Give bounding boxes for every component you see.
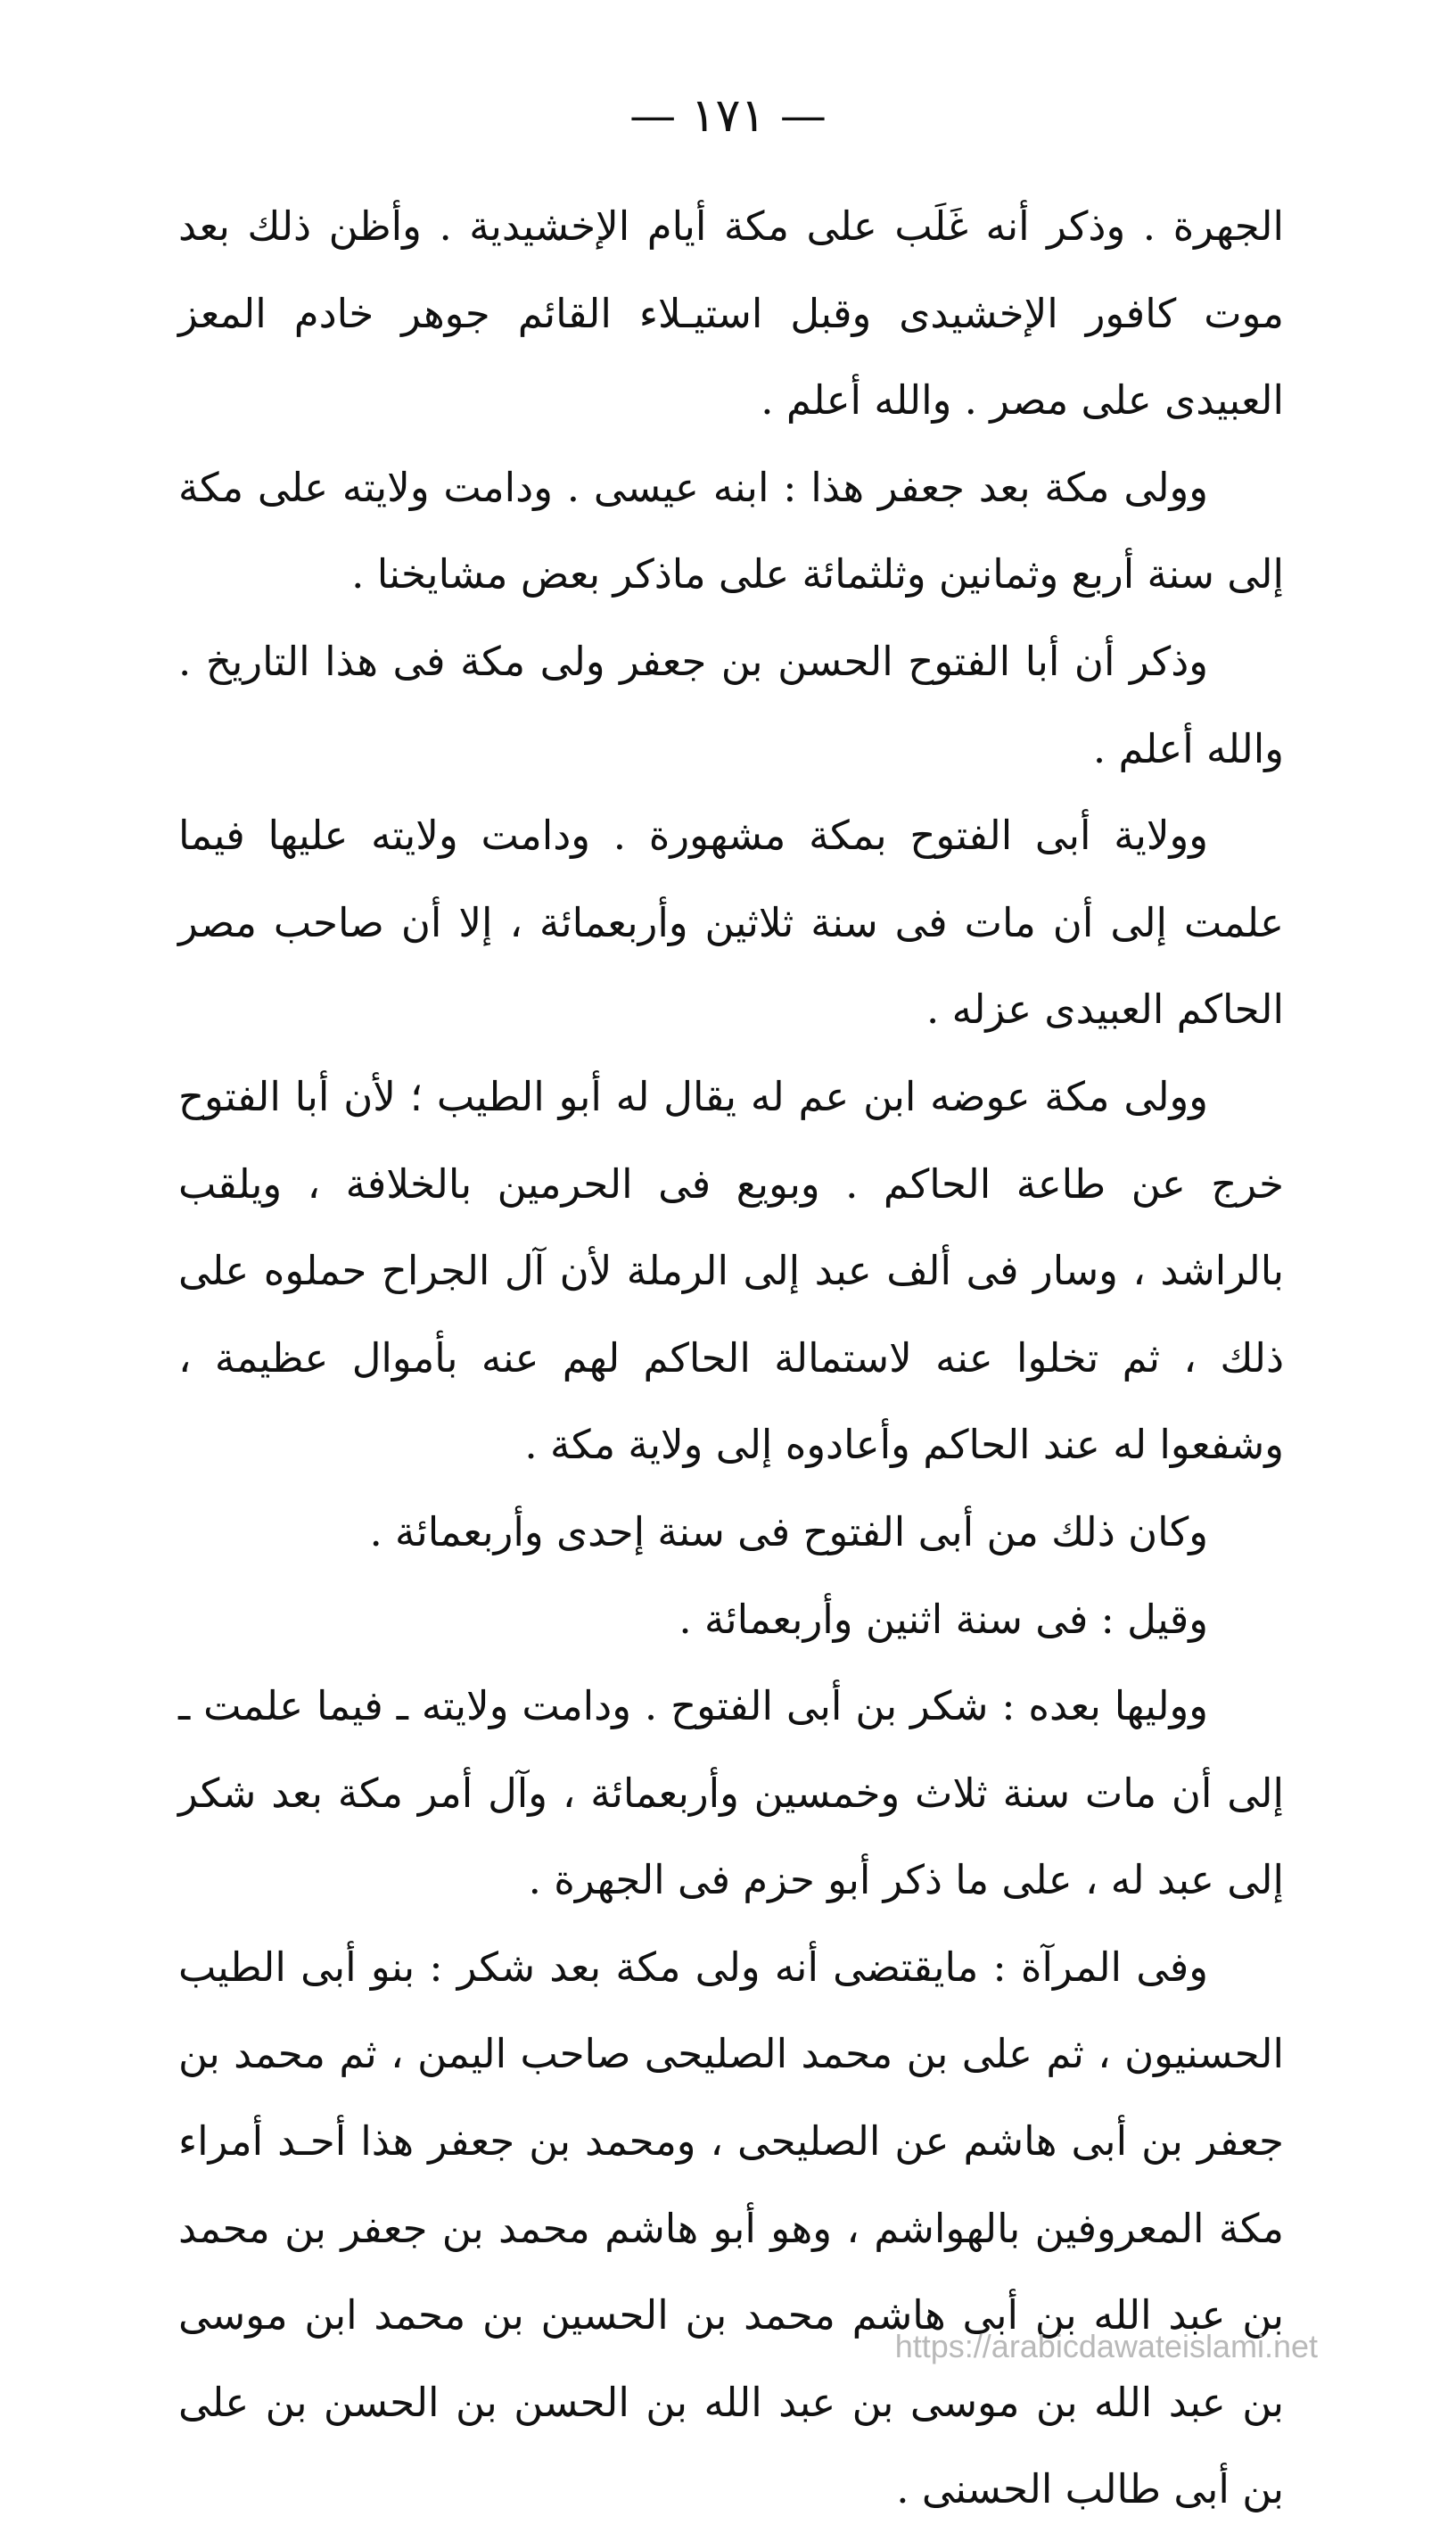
paragraph: وولى مكة بعد جعفر هذا : ابنه عيسى . ودامت ولايته على مكة إلى سنة أربع وثمانين وثلثمائة على ماذكر بعض مشايخنا . (178, 463, 1284, 598)
paragraph: ووليها بعده : شكر بن أبى الفتوح . ودامت ولايته ـ فيما علمت ـ إلى أن مات سنة ثلاث وخمسين وأربعمائة ، وآل أمر مكة بعد شكر إلى عبد له ، على ما ذكر أبو حزم فى الجهرة . (178, 1682, 1284, 1904)
page-body (178, 183, 1284, 2533)
page-number: — ١٧١ — (629, 89, 827, 143)
paragraph: وولى مكة عوضه ابن عم له يقال له أبو الطيب ؛ لأن أبا الفتوح خرج عن طاعة الحاكم . وبويع فى الحرمين بالخلافة ، ويلقب بالراشد ، وسار فى ألف عبد إلى الرملة لأن آل الجراح حملوه على ذلك ، ثم تخلوا عنه لاستمالة الحاكم لهم عنه بأموال عظيمة ، وشفعوا له عند الحاكم وأعادوه إلى ولاية مكة . (178, 1072, 1284, 1469)
paragraph: وفى المرآة : مايقتضى أنه ولى مكة بعد شكر : بنو أبى الطيب الحسنيون ، ثم على بن محمد الصليحى صاحب اليمن ، ثم محمد بن جعفر بن أبى هاشم عن الصليحى ، ومحمد بن جعفر هذا أحـد أمراء مكة المعروفين بالهواشم ، وهو أبو هاشم محمد بن جعفر بن محمد بن عبد الله بن أبى هاشم محمد بن الحسين بن محمد ابن موسى بن عبد الله بن موسى بن عبد الله بن الحسن بن الحسن بن على بن أبى طالب الحسنى . (178, 1943, 1284, 2513)
paragraph: الجهرة . وذكر أنه غَلَب على مكة أيام الإخشيدية . وأظن ذلك بعد موت كافور الإخشيدى وقبل استيـلاء القائم جوهر خادم المعز العبيدى على مصر . والله أعلم . (178, 202, 1284, 425)
paragraph: وولاية أبى الفتوح بمكة مشهورة . ودامت ولايته عليها فيما علمت إلى أن مات فى سنة ثلاثين وأربعمائة ، إلا أن صاحب مصر الحاكم العبيدى عزله . (178, 812, 1284, 1034)
paragraph: وقيل : فى سنة اثنين وأربعمائة . (679, 1595, 1208, 1643)
paragraph: وكان ذلك من أبى الفتوح فى سنة إحدى وأربعمائة . (369, 1507, 1208, 1555)
watermark-url: https://arabicdawateislami.net (894, 2328, 1318, 2364)
paragraph: وذكر أن أبا الفتوح الحسن بن جعفر ولى مكة فى هذا التاريخ . والله أعلم . (178, 637, 1284, 772)
